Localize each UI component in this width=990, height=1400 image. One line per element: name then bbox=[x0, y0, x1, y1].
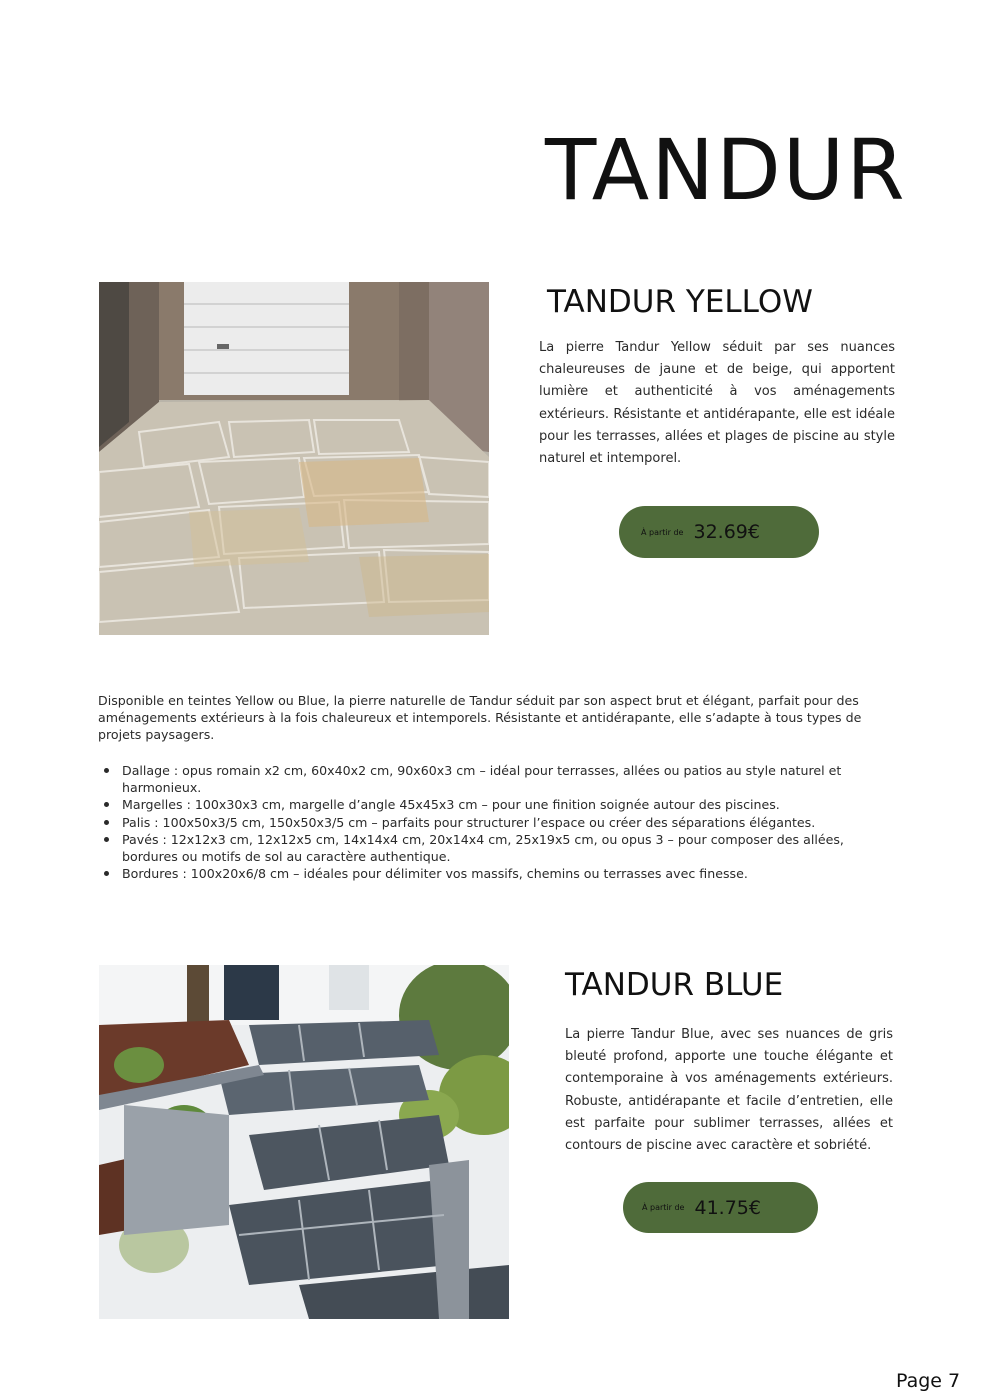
bullet-icon bbox=[104, 837, 109, 842]
tandur-blue-photo bbox=[99, 965, 509, 1319]
price-prefix: À partir de bbox=[642, 1203, 685, 1212]
bullet-icon bbox=[104, 768, 109, 773]
spec-item-paves: Pavés : 12x12x3 cm, 12x12x5 cm, 14x14x4 cm, 20x14x4 cm, 25x19x5 cm, ou opus 3 – pour composer des allées, bordures ou motifs de sol au caractère authentique. bbox=[122, 831, 897, 865]
tandur-yellow-title: TANDUR YELLOW bbox=[547, 284, 813, 320]
spec-list bbox=[122, 762, 897, 882]
tandur-blue-description: La pierre Tandur Blue, avec ses nuances de gris bleuté profond, apporte une touche élégante et contemporaine à vos aménagements extérieurs. Robuste, antidérapante et facile d’entretien, elle est parfaite pour sublimer terrasses, allées et contours de piscine avec caractère et sobriété. bbox=[565, 1027, 893, 1154]
bullet-icon bbox=[104, 871, 109, 876]
tandur-blue-price-badge bbox=[623, 1182, 818, 1233]
tandur-blue-title: TANDUR BLUE bbox=[565, 967, 784, 1003]
intro-paragraph: Disponible en teintes Yellow ou Blue, la pierre naturelle de Tandur séduit par son aspect brut et élégant, parfait pour des aménagements extérieurs à la fois chaleureux et intemporels. Résistante et antidérapante, elle s’adapte à tous types de projets paysagers. bbox=[98, 693, 862, 743]
page-title: TANDUR bbox=[545, 121, 907, 219]
spec-item-margelles: Margelles : 100x30x3 cm, margelle d’angle 45x45x3 cm – pour une finition soignée autour des piscines. bbox=[122, 796, 897, 813]
spec-item-palis: Palis : 100x50x3/5 cm, 150x50x3/5 cm – parfaits pour structurer l’espace ou créer des séparations élégantes. bbox=[122, 814, 897, 831]
price-value: 32.69€ bbox=[693, 521, 760, 543]
tandur-yellow-description: La pierre Tandur Yellow séduit par ses nuances chaleureuses de jaune et de beige, qui apportent lumière et authenticité à vos aménagements extérieurs. Résistante et antidérapante, elle est idéale pour les terrasses, allées et plages de piscine au style naturel et intemporel. bbox=[539, 340, 895, 467]
price-prefix: À partir de bbox=[641, 527, 684, 537]
spec-item-dallage: Dallage : opus romain x2 cm, 60x40x2 cm, 90x60x3 cm – idéal pour terrasses, allées ou patios au style naturel et harmonieux. bbox=[122, 762, 897, 796]
price-value: 41.75€ bbox=[694, 1196, 761, 1219]
tandur-yellow-photo bbox=[99, 282, 489, 635]
tandur-yellow-price-badge bbox=[619, 506, 819, 558]
bullet-icon bbox=[104, 820, 109, 825]
bullet-icon bbox=[104, 802, 109, 807]
spec-item-bordures: Bordures : 100x20x6/8 cm – idéales pour délimiter vos massifs, chemins ou terrasses avec finesse. bbox=[122, 865, 897, 882]
page-number: Page 7 bbox=[896, 1370, 961, 1392]
